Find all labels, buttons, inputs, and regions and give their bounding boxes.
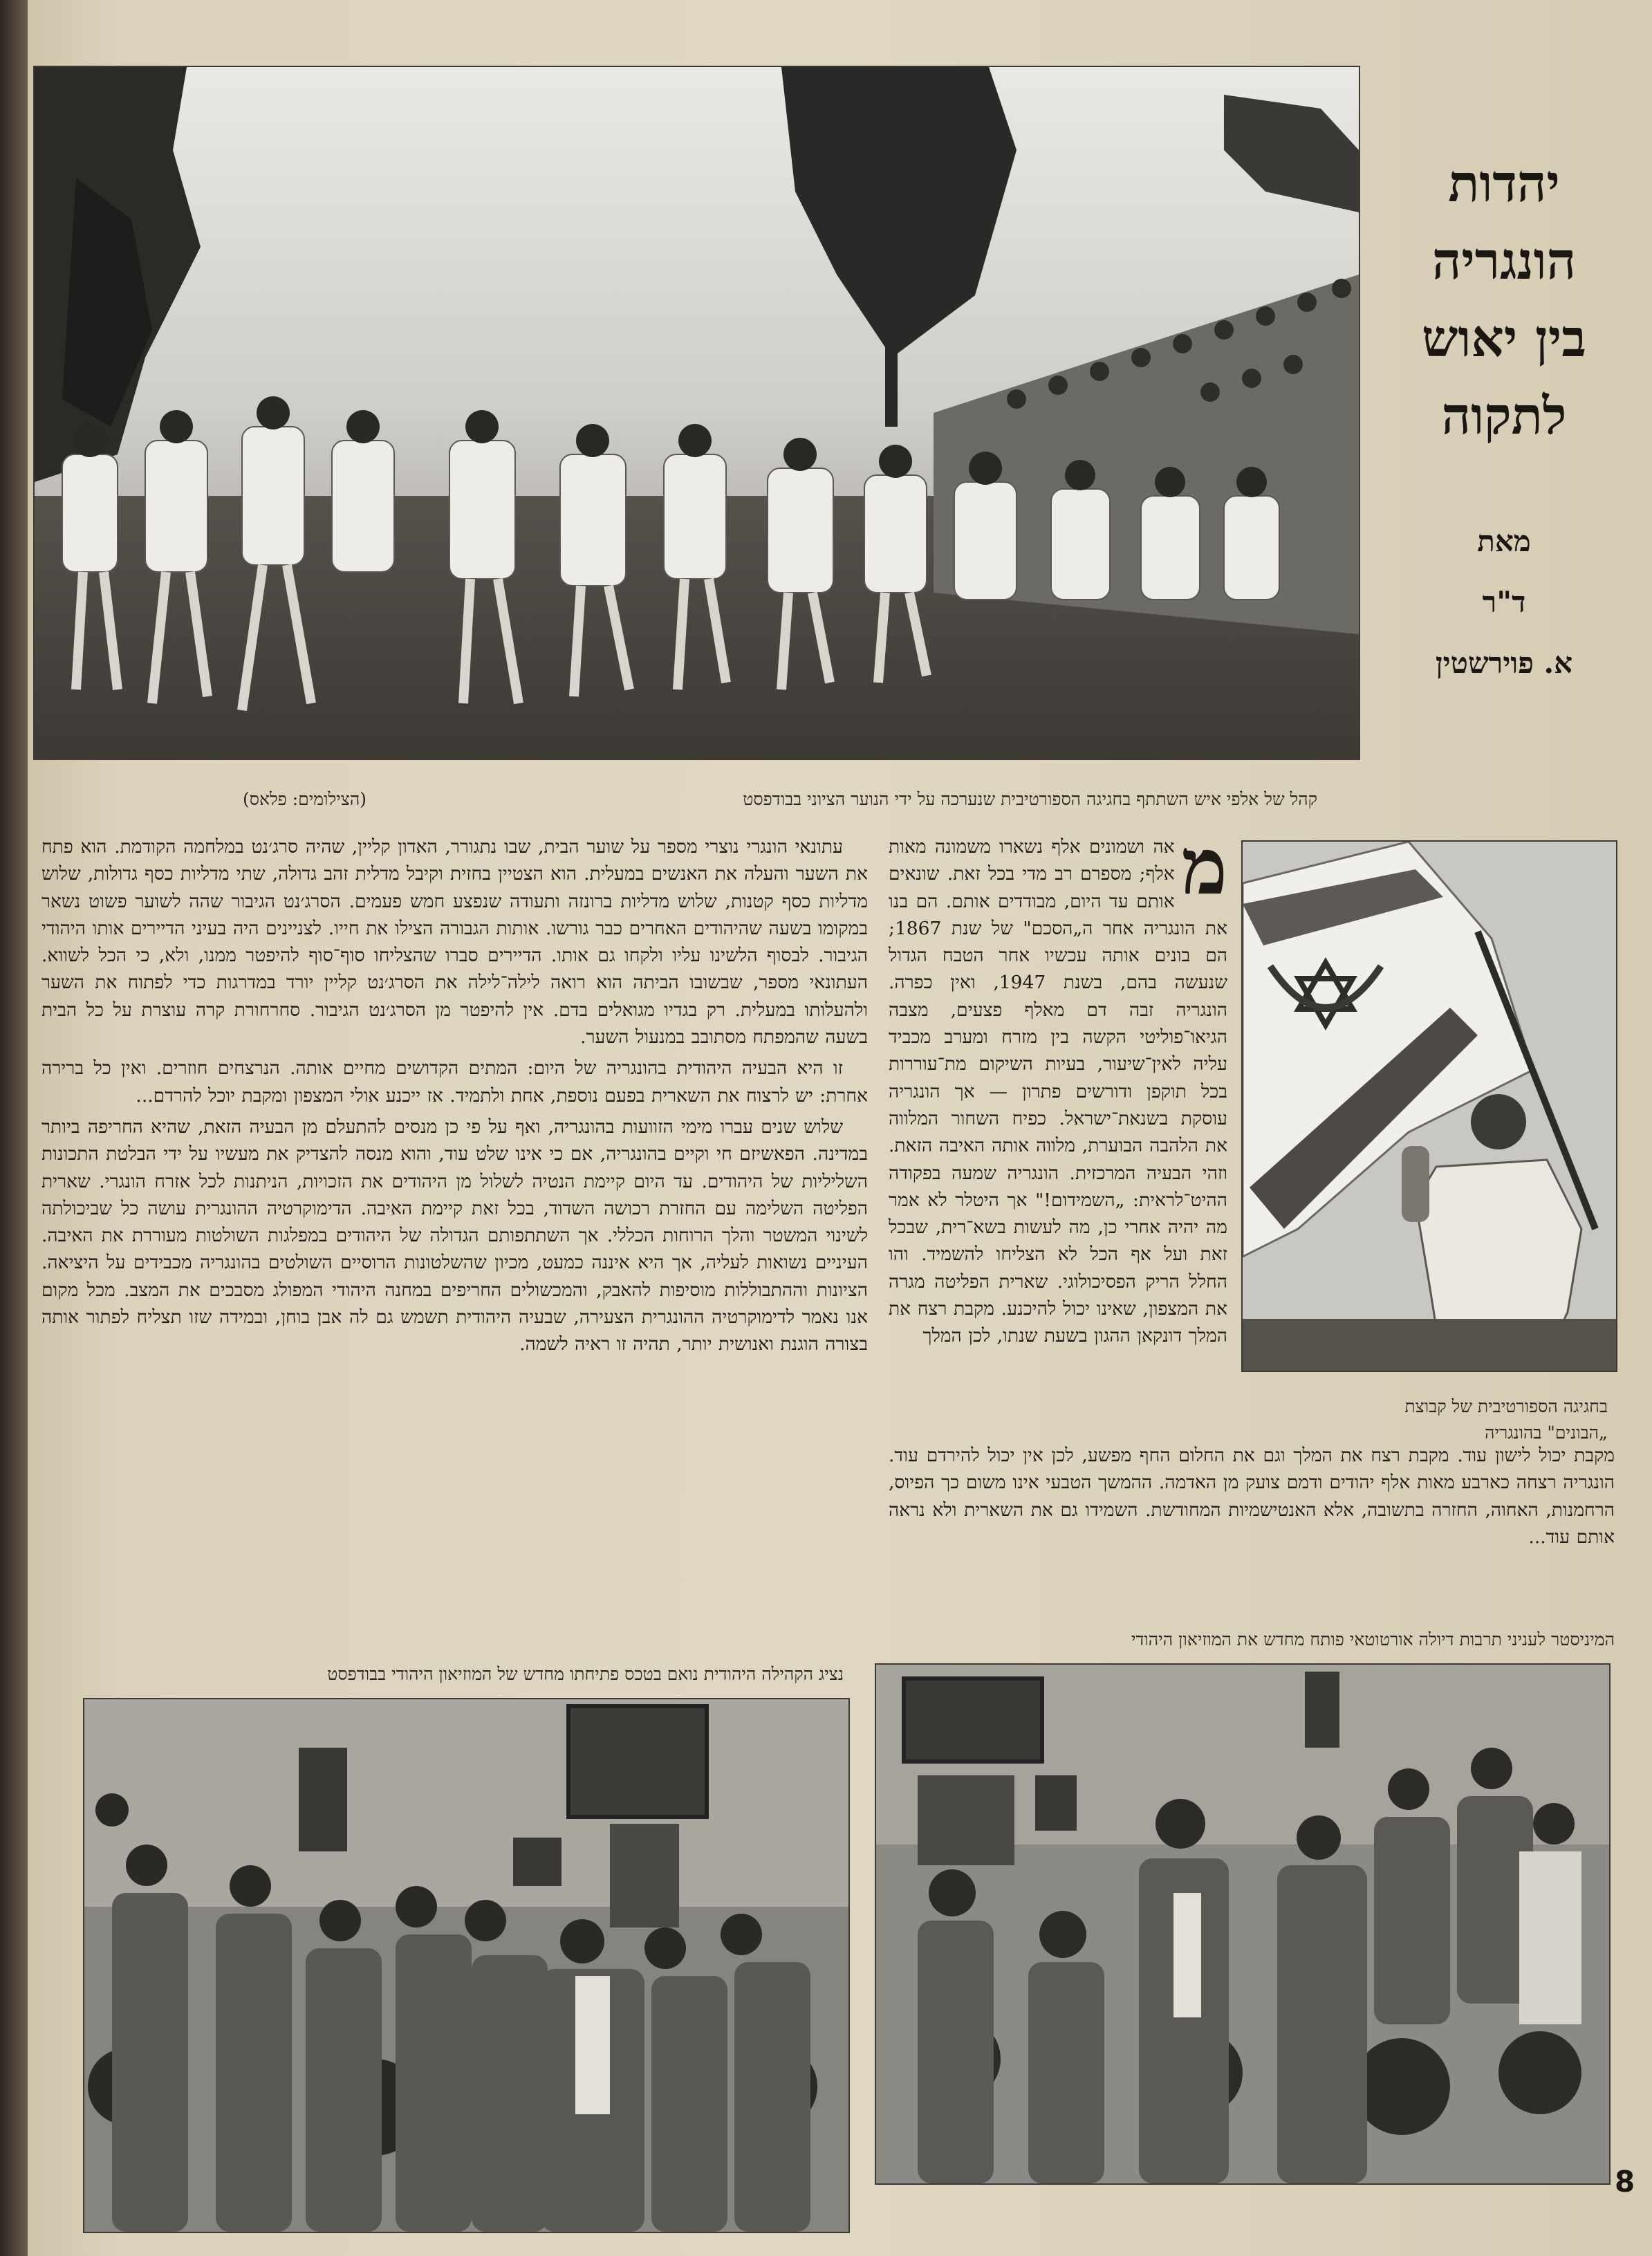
photo-credit: (הצילומים: פלאס) bbox=[243, 789, 366, 809]
bottom-left-photo-caption: נציג הקהילה היהודית נואם בטכס פתיחתו מחדש של המוזיאון היהודי בבודפסט bbox=[327, 1664, 844, 1684]
drop-cap: מ bbox=[1181, 822, 1227, 912]
article-column-right bbox=[889, 822, 1227, 1354]
article-left-para-2: זו היא הבעיה היהודית בהונגריה של היום: המתים הקדושים מחיים אותה. הנרצחים חוזרים. ואין כל ברירה אחרת: יש לרצוח את השארית בפעם נוספת, אחת ולתמיד. אז ייכנע אולי המצפון ומקבת יוכל להרדם... bbox=[41, 1057, 868, 1107]
museum-minister-photo-illustration bbox=[876, 1665, 1609, 2183]
binding-shadow bbox=[0, 0, 28, 2256]
flag-photo-caption-line1: בחגיגה הספורטיבית של קבוצת bbox=[1404, 1396, 1608, 1416]
bottom-right-photo-caption: המיניסטר לעניני תרבות דיולה אורטוטאי פותח מחדש את המוזיאון היהודי bbox=[1131, 1629, 1615, 1649]
page-number: 8 bbox=[1615, 2165, 1635, 2199]
title-line-3: בין יאוש bbox=[1422, 309, 1586, 369]
article-right-para-2: מקבת יכול לישון עוד. מקבת רצח את המלך וגם את החלום החף מפשע, לכן אין יכול להירדם עוד. הונגריה רצחה כארבע מאות אלף יהודים ודמם צועק מן האדמה. ההמשך הטבעי אינו משום כך הפיוס, הרחמנות, האחוה, החזרה בתשובה, אלא האנטישמיות המחודשת. השמידו גם את השארית ולא נראה אותם עוד... bbox=[889, 1445, 1615, 1548]
title-line-2: הונגריה bbox=[1431, 232, 1577, 291]
museum-speech-photo-illustration bbox=[84, 1699, 848, 2232]
byline-author-name: א. פוירשטין bbox=[1435, 646, 1573, 680]
magazine-page bbox=[28, 0, 1652, 2256]
flag-photo bbox=[1241, 840, 1617, 1372]
parade-photo-illustration bbox=[35, 67, 1359, 759]
article-column-left bbox=[41, 833, 868, 1362]
top-photo-caption: קהל של אלפי איש השתתף בחגיגה הספורטיבית שנערכה על ידי הנוער הציוני בבודפסט bbox=[743, 789, 1317, 809]
title-line-4: לתקוה bbox=[1441, 387, 1567, 446]
title-line-1: יהדות bbox=[1448, 154, 1560, 214]
byline-by: מאת bbox=[1477, 524, 1531, 558]
flag-photo-caption-line2: „הבונים" בהונגריה bbox=[1485, 1423, 1608, 1443]
top-photo-parade bbox=[33, 66, 1360, 760]
article-right-para-1: אה ושמונים אלף נשארו משמונה מאות אלף; מספרם רב מדי בכל זאת. שונאים אותם עד היום, מבודדים אותם. הם בנו את הונגריה אחר ה„הסכם" של שנת 1867; הם בונים אותה עכשיו אחר הטבח הגדול שנעשה בהם, בשנת 1947, ואין כפרה. הונגריה זבה דם מאלף פצעים, מצבה הגיאו־פוליטי הקשה בין מזרח ומערב מכביד עליה לאין־שיעור, בעיות השיקום מת־עוררות בכל תוקפן ודורשים פתרון — אך הונגריה עוסקת בשנאת־ישראל. כפיח השחור המלווה את הלהבה הבוערת, מלווה אותה האיבה הזאת. וזהי הבעיה המרכזית. הונגריה שמעה בפקודה ההיט־לראית: „השמידום!" אך היטלר לא אמר מה יהיה אחרי כן, מה לעשות בשא־רית, שבכל זאת ועל אף הכל לא הצליחו להשמיד. והו החלל הריק הפסיכולוגי. שארית הפליטה מגרה את המצפון, שאינו יכול להיכנע. מקבת רצח את המלך דונקאן ההגון בשעת שנתו, לכן המלך bbox=[889, 836, 1227, 1347]
article-left-para-3: שלוש שנים עברו מימי הזוועות בהונגריה, ואף על פי כן מנסים להתעלם מן הבעיה הזאת, שהיא החריפה ביותר במדינה. הפאשיזם חי וקיים בהונגריה, אם כי אינו שלט עוד, והוא מנסה להצדיק את מעשיו על ידי הבלטת התכונות השליליות של היהודים. עד היום קיימת הנטיה לשלול מן היהודים את הזכויות, הניתנות לכל אזרח הונגרי. שארית הפליטה השלימה עם החזרת רכושה השדוד, בכל זאת קיימת האיבה. הדימוקרטיה ההונגרית עושה כל שביכולתה לשינוי המשטר והלך הרוחות הכללי. אך השתתפותם הגדולה של היהודים במפלגות השולטות מעוררת את האיבה. העיניים נשואות לעליה, אך היא איננה כמעט, מכיון שהשלטונות הרוסיים השולטים בהונגריה מכבידים על היציאה. הציונות וההתבוללות מוסיפות להאבק, והמכשולים החריפים במחנה היהודי המפולג מסבכים את המצב. מכל מקום אנו נאמר לדימוקרטיה ההונגרית הצעירה, שבעיה היהודית תשמש גם לה אבן בוחן, ובמידה שזו תצליח לפתור אותה בצורה הוגנת ואנושית יותר, תהיה זו ראיה לשמה. bbox=[41, 1116, 868, 1356]
flag-photo-illustration bbox=[1243, 842, 1616, 1371]
byline-author-title: ד"ר bbox=[1482, 585, 1526, 619]
article-left-para-1: עתונאי הונגרי נוצרי מספר על שוער הבית, שבו נתגורר, האדון קליין, שהיה סרג׳נט במלחמה הקודמת. הוא פתח את השער והעלה את האנשים במעלית. הוא הצטיין בחזית וקיבל מדלית זהב גדולה, שתי מדליות כסף גדולות, שלוש מדליות כסף קטנות, שלוש מדליות ברונזה ותעודה שנפצע חמש פעמים. הסרג׳נט הגיבור שהה לשוער פשוט נשאר במקומו בשעה שהיהודים האחרים כבר גורשו. אותות הגבורה הצילו את חייו. לצניינים היה בעיני הדיירים אותו היהודי הגיבור. לבסוף הלשינו עליו ולקחו גם אותו. הדיירים סברו שהצליחו סוף־סוף להיפטר ממנו, ולא, כי הכל לשווא. העתונאי מספר, שבשובו הביתה הוא רואה לילה־לילה את הסרג׳נט קליין יורד במדרגות כדי לפתוח את השער ולהעלותו במעלית. רק בגדיו מגואלים בדם. אין להיפטר מן הסרג׳נט הגיבור. סחרחורת קרה עוצרת על כל הבית בשעה שהמפתח מסתובב במנעול השער. bbox=[41, 836, 868, 1048]
article-title-block bbox=[1400, 145, 1608, 687]
article-column-right-continued bbox=[889, 1442, 1615, 1555]
bottom-left-photo-speech bbox=[83, 1698, 850, 2233]
bottom-right-photo-museum bbox=[875, 1663, 1611, 2185]
